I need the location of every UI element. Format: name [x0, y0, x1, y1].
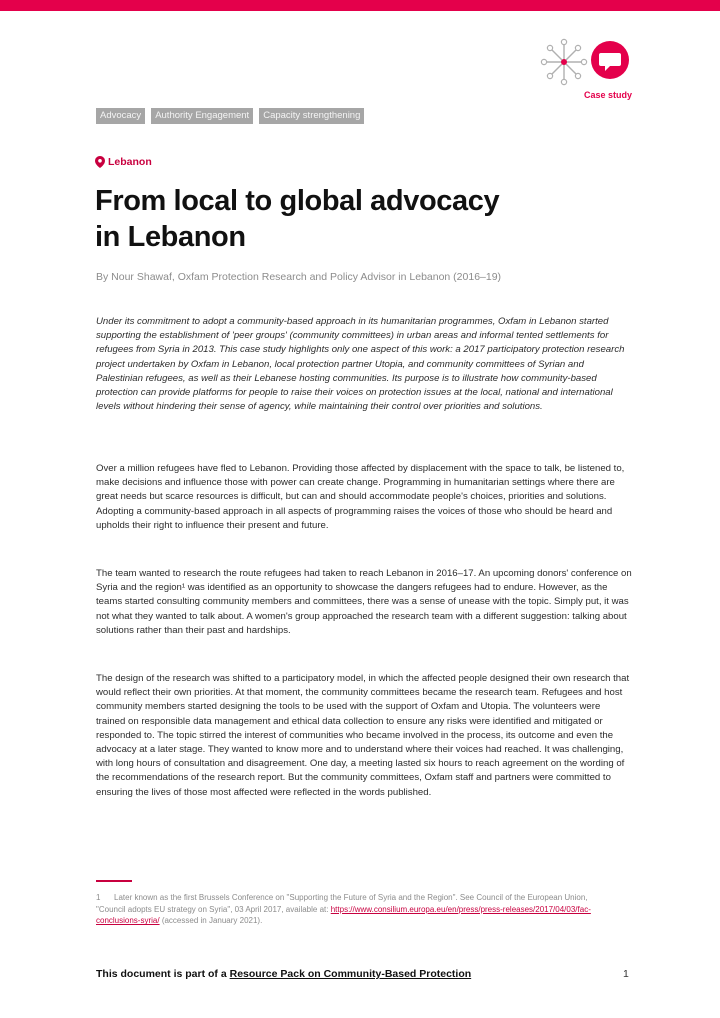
page-title [95, 183, 635, 255]
footnote-accessed: (accessed in January 2021). [161, 916, 263, 926]
tag-list [96, 108, 364, 124]
map-pin-icon [95, 156, 105, 168]
footnote-text: Later known as the first Brussels Conference on "Supporting the Future of Syria and the Region". See Council of the European Union, "Council adopts EU strategy on Syria", 03 April 2017, available at: [96, 893, 588, 914]
byline: By Nour Shawaf, Oxfam Protection Research and Policy Advisor in Lebanon (2016–19) [96, 271, 502, 283]
case-study-badge [540, 36, 650, 106]
title-line-1: From local to global advocacy [95, 185, 500, 217]
footer-note [96, 968, 471, 980]
footnote-divider [96, 880, 132, 882]
footer-prefix: This document is part of a [96, 968, 230, 980]
asterisk-icon [540, 38, 588, 86]
footnote [96, 892, 606, 927]
location-text: Lebanon [108, 156, 152, 168]
speech-bubble-icon [590, 40, 630, 80]
body-paragraph: The team wanted to research the route refugees had taken to reach Lebanon in 2016–17. An upcoming donors' conference on Syria and the region¹ was identified as an opportunity to showcase the dangers refugees had to endure. However, as the teams started consulting community members and committees, there was a sense of unease with the topic. Simply put, it was not what they wanted to talk about. A women's group approached the research team with a different suggestion: talking about solutions rather than their past and hardships. [96, 568, 632, 636]
tag[interactable]: Authority Engagement [151, 108, 253, 124]
case-study-label: Case study [584, 90, 633, 100]
intro-paragraph: Under its commitment to adopt a community-based approach in its humanitarian programmes, Oxfam in Lebanon started supporting the establishment of 'peer groups' (community committees) in urban areas and informal tented settlements for refugees from Syria in 2013. This case study highlights only one aspect of this work: a 2017 participatory protection research project undertaken by Oxfam in Lebanon, local protection partner Utopia, and community committees of Syrian and Palestinian refugees, as well as their Lebanese hosting communities. Its purpose is to illustrate how community-based protection can provide platforms for people to raise their voices on protection issues at the local, national and international levels without hindering their sense of agency, while maintaining their control over priorities and solutions. [96, 316, 625, 413]
body-paragraph: The design of the research was shifted to a participatory model, in which the affected people designed their own research that would reflect their own priorities. At that moment, the community committees became the research team. Refugees and host community members started designing the tools to be used with the support of Oxfam and Utopia. The volunteers were trained on responsible data management and ethical data collection to ensure any risks were identified and mitigated or responded to. The topic stirred the interest of communities who became involved in the process, its outcome and even the advocacy at a later stage. They wanted to know more and to understand where their voices had reached. It was challenging, with long hours of consultation and disagreement. One day, a meeting lasted six hours to reach agreement on the wording of the recommendations of the research report. But the community committees, Oxfam staff and partners were committed to ensuring the lives of those most affected were reflected in the words published. [96, 673, 630, 798]
tag[interactable]: Advocacy [96, 108, 145, 124]
footnote-number: 1 [96, 893, 101, 902]
resource-pack-link[interactable]: Resource Pack on Community-Based Protection [229, 968, 472, 980]
title-line-2: in Lebanon [95, 221, 246, 253]
location-label [95, 156, 152, 168]
footnote-link[interactable]: https://www.consilium.europa.eu/en/press/press-releases/2017/04/03/fac-conclusions-syria/ [96, 904, 591, 926]
body-paragraph: Over a million refugees have fled to Lebanon. Providing those affected by displacement with the space to talk, be listened to, make decisions and influence those with power can create change. Programming in humanitarian settings where there are great needs but scarce resources is difficult, but can and should accommodate people's choices, priorities and solutions. Adopting a community-based approach in all aspects of programming raises the voices of those who should be heard and upholds their right to influence their present and future. [96, 463, 625, 531]
top-accent-bar [0, 0, 720, 11]
tag[interactable]: Capacity strengthening [259, 108, 364, 124]
page-number: 1 [623, 968, 629, 980]
